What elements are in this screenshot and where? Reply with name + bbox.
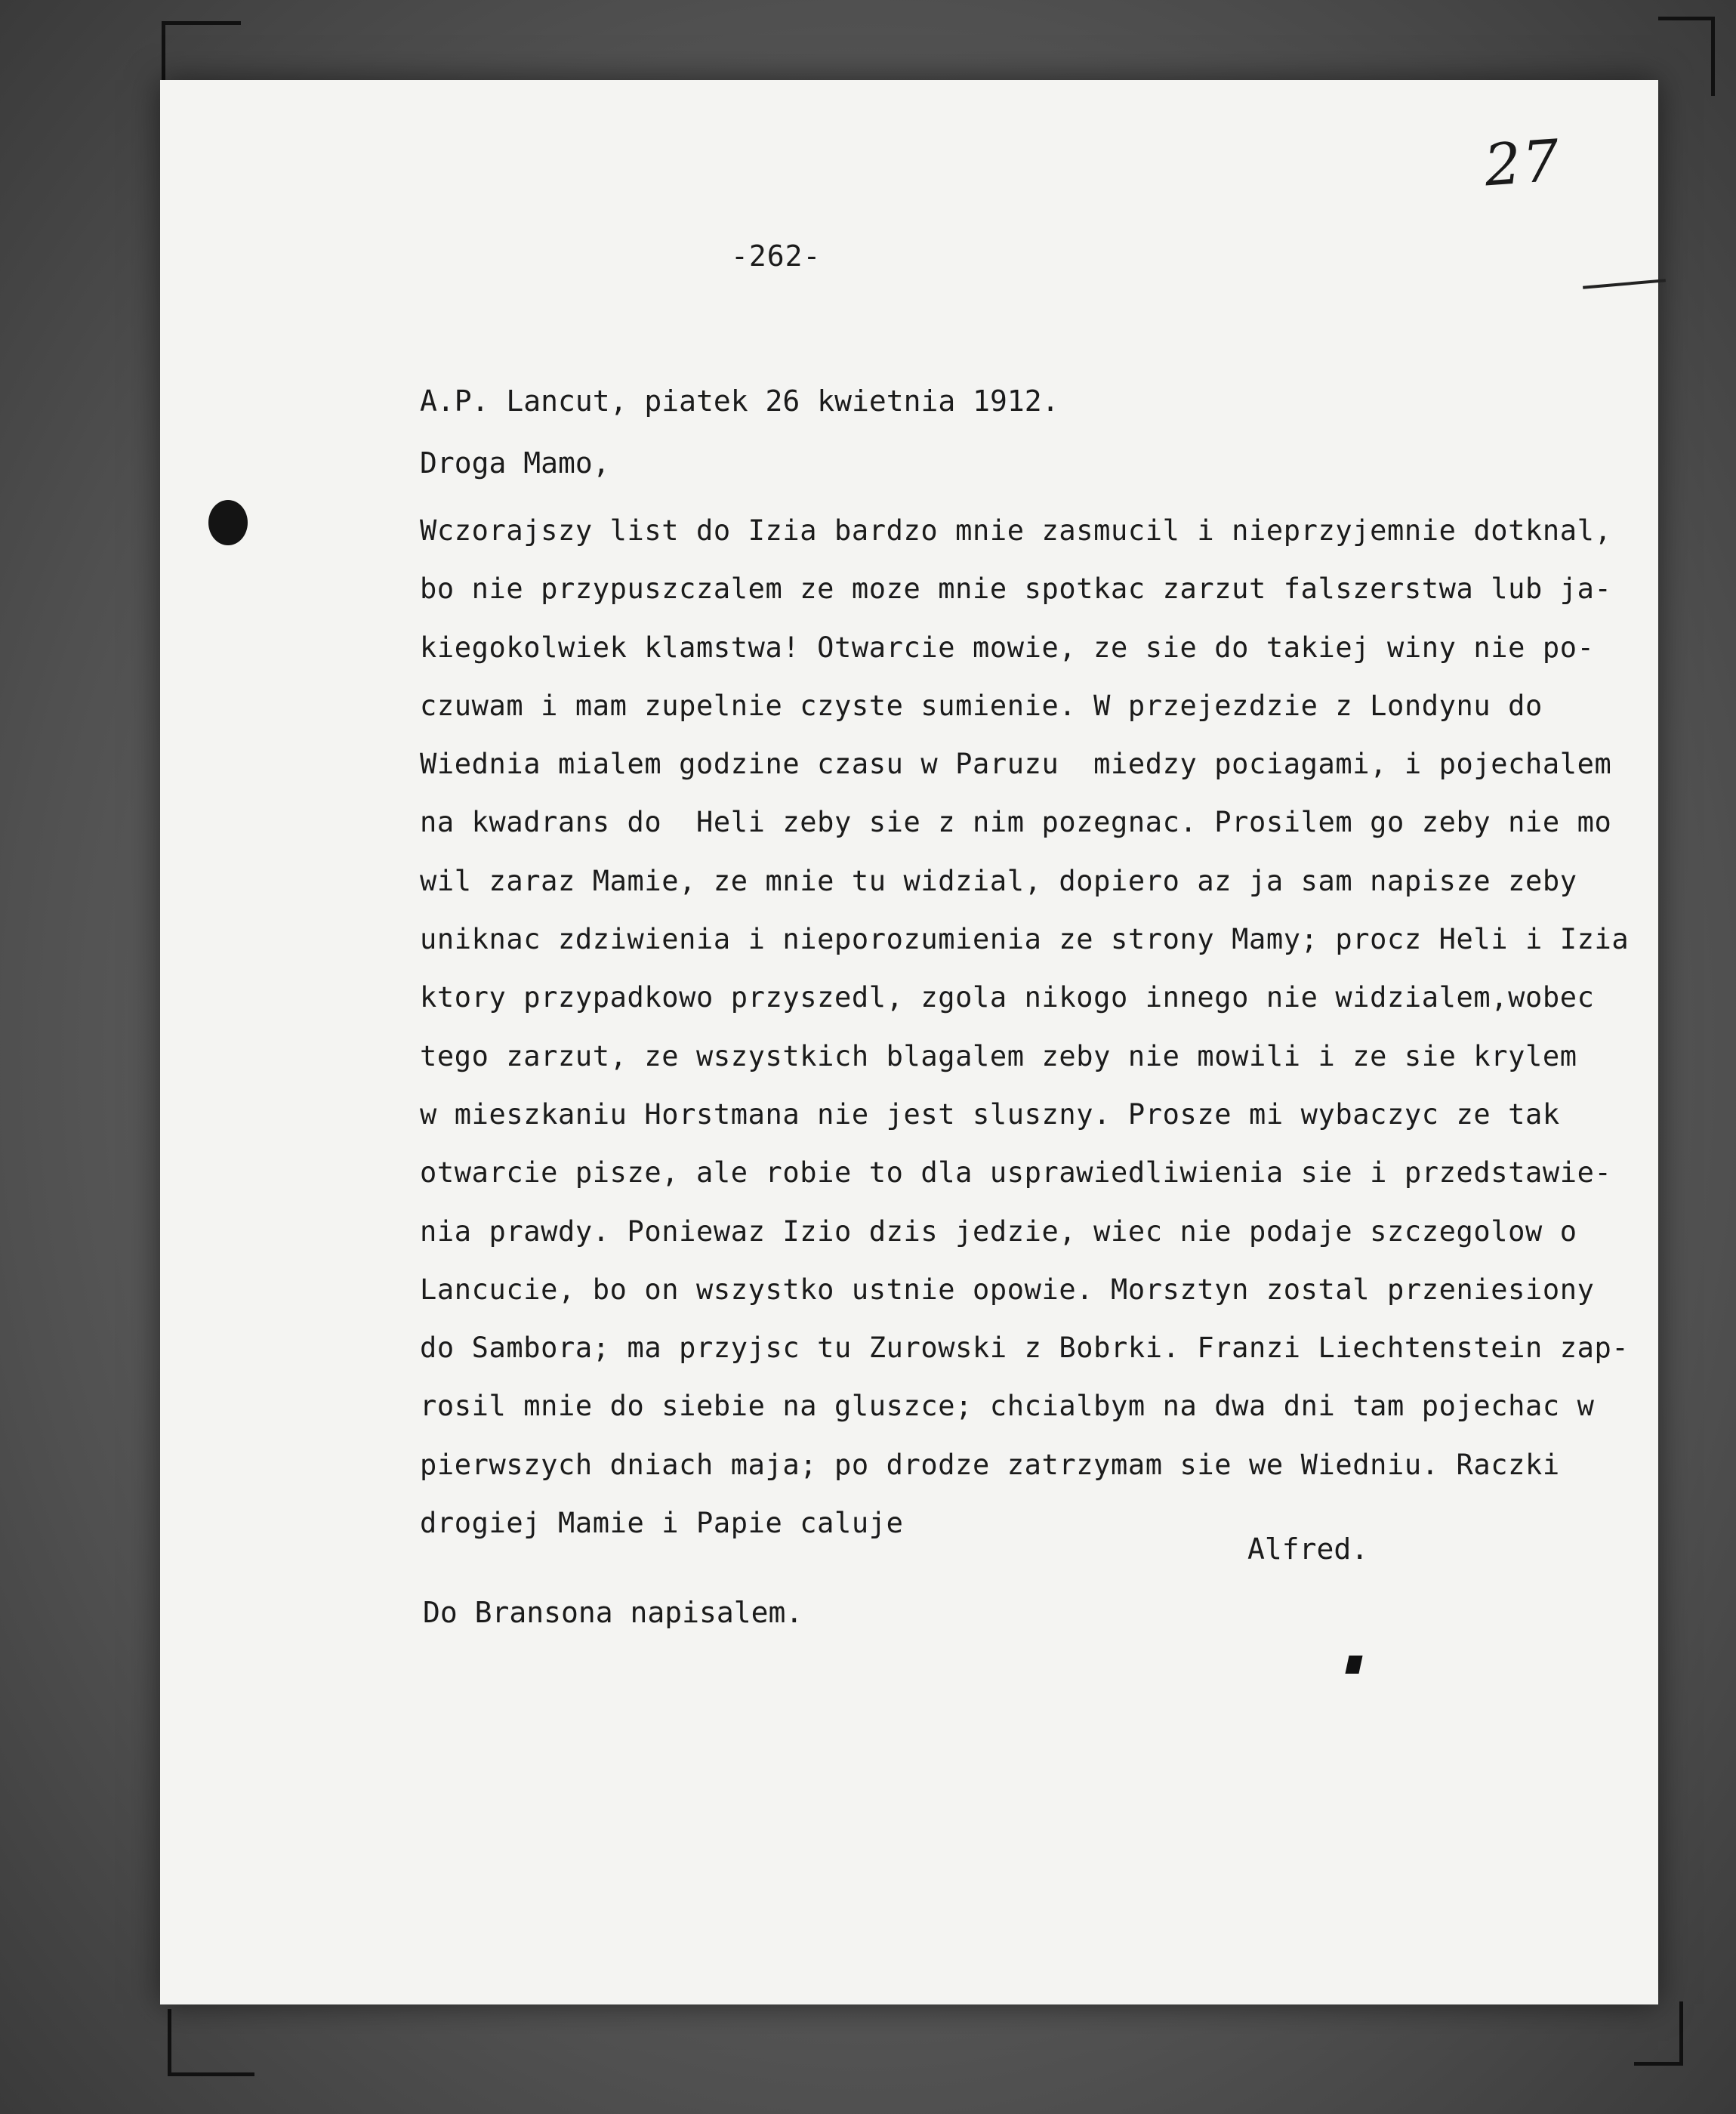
body-line: bo nie przypuszczalem ze moze mnie spotkac zarzut falszerstwa lub ja- (420, 572, 1612, 606)
body-line: nia prawdy. Poniewaz Izio dzis jedzie, wiec nie podaje szczegolow o (420, 1214, 1577, 1248)
body-line: pierwszych dniach maja; po drodze zatrzymam sie we Wiedniu. Raczki (420, 1448, 1560, 1481)
body-line: Lancucie, bo on wszystko ustnie opowie. Morsztyn zostal przeniesiony (420, 1273, 1595, 1306)
crop-mark-bottom-left (168, 2009, 254, 2076)
body-line: w mieszkaniu Horstmana nie jest sluszny. Prosze mi wybaczyc ze tak (420, 1097, 1560, 1131)
postscript: Do Bransona napisalem. (423, 1596, 803, 1629)
body-line: ktory przypadkowo przyszedl, zgola nikogo innego nie widzialem,wobec (420, 981, 1595, 1014)
signature: Alfred. (1247, 1532, 1369, 1566)
body-line: drogiej Mamie i Papie caluje (420, 1507, 904, 1540)
body-line: wil zaraz Mamie, ze mnie tu widzial, dopiero az ja sam napisze zeby (420, 864, 1577, 897)
dateline: A.P. Lancut, piatek 26 kwietnia 1912. (420, 384, 1059, 418)
letter-body (420, 501, 1658, 1552)
body-line: rosil mnie do siebie na gluszce; chcialbym na dwa dni tam pojechac w (420, 1390, 1595, 1423)
body-line: do Sambora; ma przyjsc tu Zurowski z Bobrki. Franzi Liechtenstein zap- (420, 1332, 1630, 1365)
salutation: Droga Mamo, (420, 446, 610, 480)
body-line: czuwam i mam zupelnie czyste sumienie. W przejezdzie z Londynu do (420, 689, 1543, 722)
body-line: na kwadrans do Heli zeby sie z nim pozegnac. Prosilem go zeby nie mo (420, 806, 1612, 839)
body-line: Wczorajszy list do Izia bardzo mnie zasmucil i nieprzyjemnie dotknal, (420, 514, 1612, 547)
page-number: -262- (731, 239, 822, 273)
body-line: Wiednia mialem godzine czasu w Paruzu miedzy pociagami, i pojechalem (420, 748, 1612, 781)
crop-mark-bottom-right (1634, 2001, 1683, 2066)
body-line: tego zarzut, ze wszystkich blagalem zeby nie mowili i ze sie krylem (420, 1039, 1577, 1072)
body-line: otwarcie pisze, ale robie to dla usprawiedliwienia sie i przedstawie- (420, 1156, 1612, 1190)
crop-mark-top-right (1658, 17, 1715, 96)
punch-hole (208, 500, 248, 545)
body-line: uniknac zdziwienia i nieporozumienia ze strony Mamy; procz Heli i Izia (420, 923, 1630, 956)
handwritten-folio-number: 27 (1482, 126, 1563, 199)
body-line: kiegokolwiek klamstwa! Otwarcie mowie, ze sie do takiej winy nie po- (420, 631, 1595, 664)
